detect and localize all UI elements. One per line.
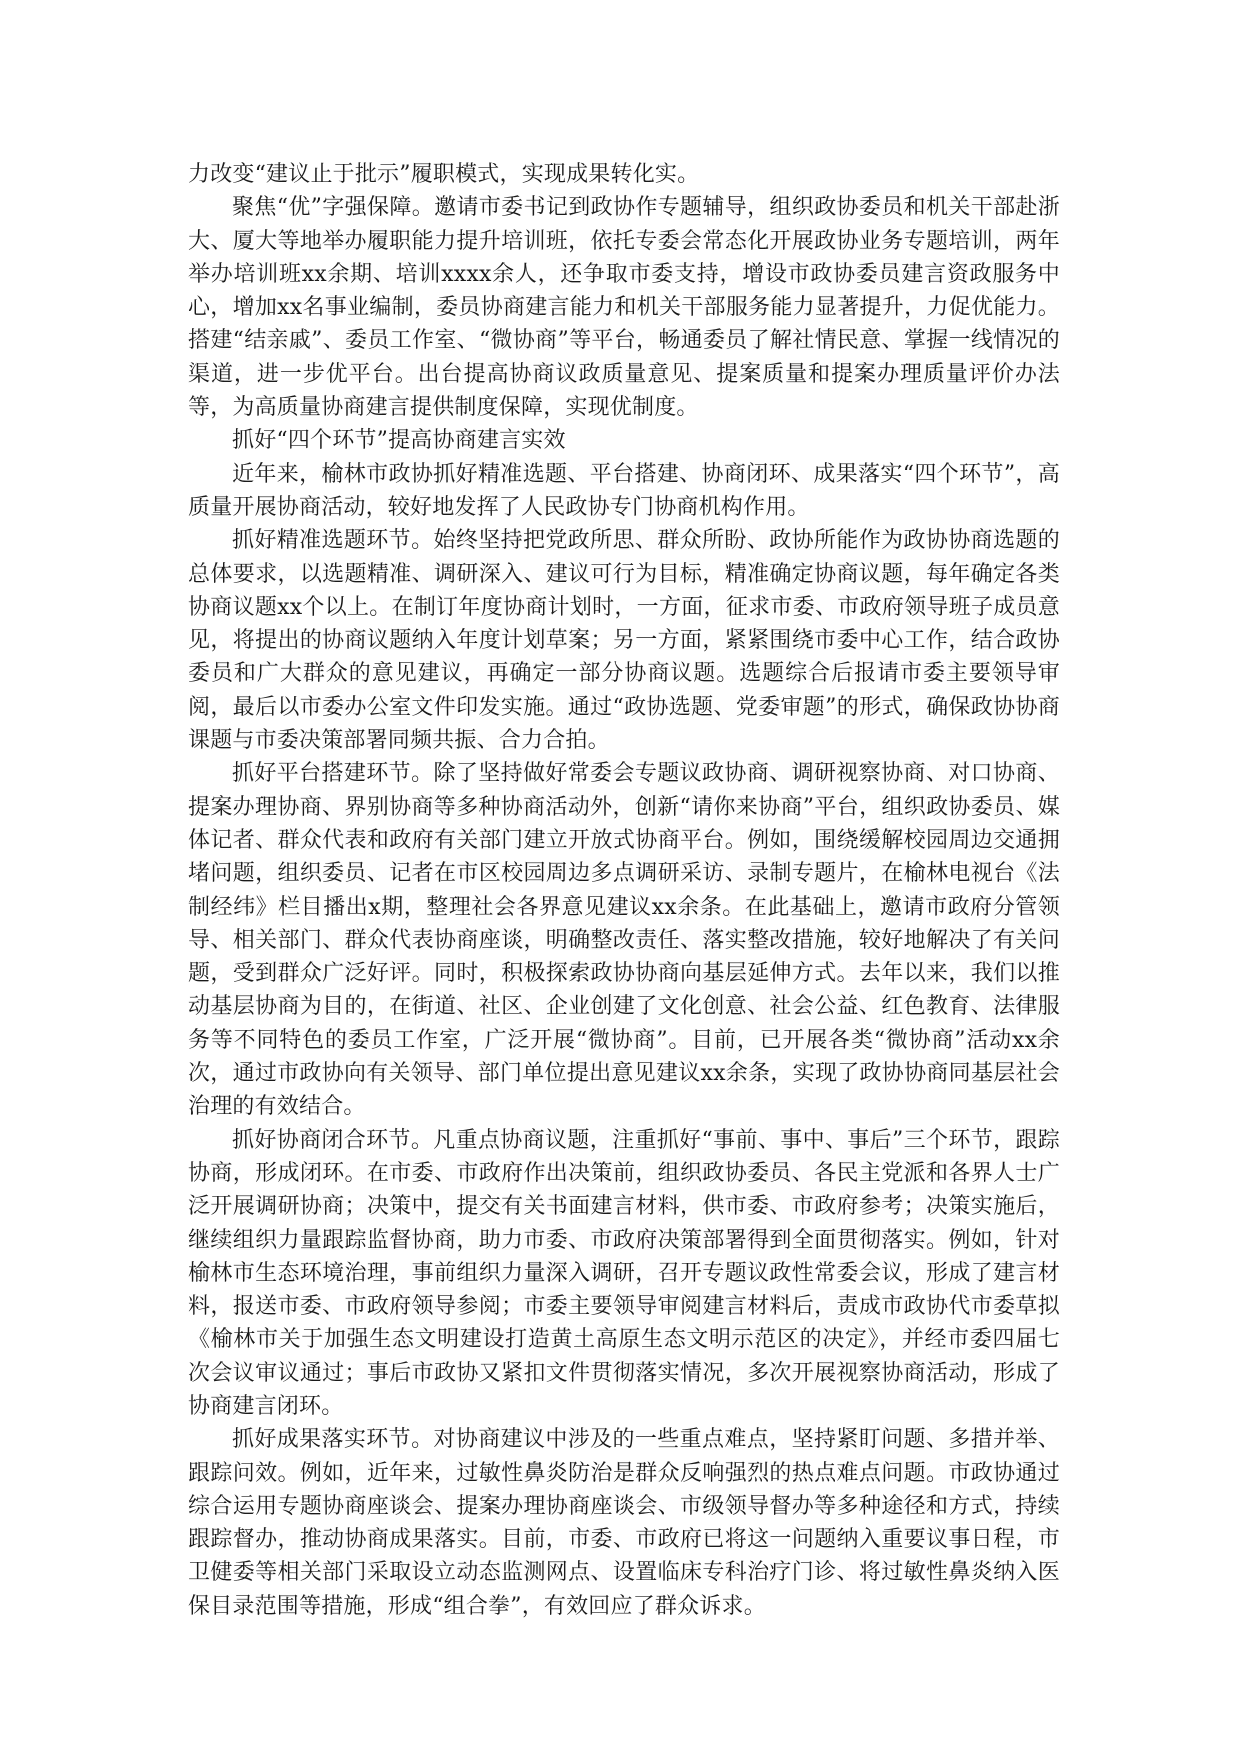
paragraph-closed-loop: 抓好协商闭合环节。凡重点协商议题，注重抓好“事前、事中、事后”三个环节，跟踪协商，形成闭环。在市委、市政府作出决策前，组织政协委员、各民主党派和各界人士广泛开展调研协商；决策中，提交有关书面建言材料，供市委、市政府参考；决策实施后，继续组织力量跟踪监督协商，助力市委、市政府决策部署得到全面贯彻落实。例如，针对榆林市生态环境治理，事前组织力量深入调研，召开专题议政性常委会议，形成了建言材料，报送市委、市政府领导参阅；市委主要领导审阅建言材料后，责成市政协代市委草拟《榆林市关于加强生态文明建设打造黄土高原生态文明示范区的决定》，并经市委四届七次会议审议通过；事后市政协又紧扣文件贯彻落实情况，多次开展视察协商活动，形成了协商建言闭环。 [188,1127,1060,1419]
paragraph-topic-selection: 抓好精准选题环节。始终坚持把党政所思、群众所盼、政协所能作为政协协商选题的总体要求，以选题精准、调研深入、建议可行为目标，精准确定协商议题，每年确定各类协商议题xx个以上。在制订年度协商计划时，一方面，征求市委、市政府领导班子成员意见，将提出的协商议题纳入年度计划草案；另一方面，紧紧围绕市委中心工作，结合政协委员和广大群众的意见建议，再确定一部分协商议题。选题综合后报请市委主要领导审阅，最后以市委办公室文件印发实施。通过“政协选题、党委审题”的形式，确保政协协商课题与市委决策部署同频共振、合力合拍。 [188,528,1060,754]
document-body [188,158,1060,1623]
paragraph-platform-building: 抓好平台搭建环节。除了坚持做好常委会专题议政协商、调研视察协商、对口协商、提案办理协商、界别协商等多种协商活动外，创新“请你来协商”平台，组织政协委员、媒体记者、群众代表和政府有关部门建立开放式协商平台。例如，围绕缓解校园周边交通拥堵问题，组织委员、记者在市区校园周边多点调研采访、录制专题片，在榆林电视台《法制经纬》栏目播出x期，整理社会各界意见建议xx余条。在此基础上，邀请市政府分管领导、相关部门、群众代表协商座谈，明确整改责任、落实整改措施，较好地解决了有关问题，受到群众广泛好评。同时，积极探索政协协商向基层延伸方式。去年以来，我们以推动基层协商为目的，在街道、社区、企业创建了文化创意、社会公益、红色教育、法律服务等不同特色的委员工作室，广泛开展“微协商”。目前，已开展各类“微协商”活动xx余次，通过市政协向有关领导、部门单位提出意见建议xx余条，实现了政协协商同基层社会治理的有效结合。 [188,761,1060,1120]
paragraph-continuation: 力改变“建议止于批示”履职模式，实现成果转化实。 [188,162,700,187]
paragraph-results-implementation: 抓好成果落实环节。对协商建议中涉及的一些重点难点，坚持紧盯问题、多措并举、跟踪问效。例如，近年来，过敏性鼻炎防治是群众反响强烈的热点难点问题。市政协通过综合运用专题协商座谈会、提案办理协商座谈会、市级领导督办等多种途径和方式，持续跟踪督办，推动协商成果落实。目前，市委、市政府已将这一问题纳入重要议事日程，市卫健委等相关部门采取设立动态监测网点、设置临床专科治疗门诊、将过敏性鼻炎纳入医保目录范围等措施，形成“组合拳”，有效回应了群众诉求。 [188,1427,1060,1619]
paragraph-intro: 近年来，榆林市政协抓好精准选题、平台搭建、协商闭环、成果落实“四个环节”，高质量开展协商活动，较好地发挥了人民政协专门协商机构作用。 [188,461,1060,520]
paragraph-guarantee: 聚焦“优”字强保障。邀请市委书记到政协作专题辅导，组织政协委员和机关干部赴浙大、厦大等地举办履职能力提升培训班，依托专委会常态化开展政协业务专题培训，两年举办培训班xx余期、培训xxxx余人，还争取市委支持，增设市政协委员建言资政服务中心，增加xx名事业编制，委员协商建言能力和机关干部服务能力显著提升，力促优能力。搭建“结亲戚”、委员工作室、“微协商”等平台，畅通委员了解社情民意、掌握一线情况的渠道，进一步优平台。出台提高协商议政质量意见、提案质量和提案办理质量评价办法等，为高质量协商建言提供制度保障，实现优制度。 [188,195,1060,421]
section-heading: 抓好“四个环节”提高协商建言实效 [232,428,566,454]
